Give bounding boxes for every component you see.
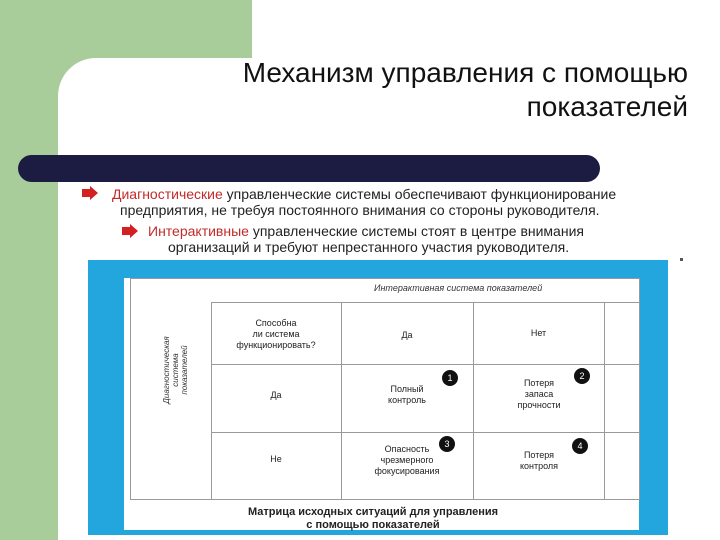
corner-line3: функционировать? <box>236 340 316 350</box>
cell-loss-control <box>491 450 587 472</box>
cell-line: Опасность <box>384 444 430 454</box>
grid-line <box>211 432 639 433</box>
bullet-accent-word: Интерактивные <box>148 223 249 239</box>
side-label-line1: Диагностическая <box>162 336 171 404</box>
cell-line: Полный <box>390 384 424 394</box>
bullet-accent-word: Диагностические <box>112 186 223 202</box>
bullet-text: управленческие системы стоят в центре внимания <box>248 223 584 239</box>
side-label-line2: система показателей <box>171 345 189 395</box>
badge-1: 1 <box>442 370 458 386</box>
diagram-inner <box>124 278 639 500</box>
row-header-yes: Да <box>270 390 282 400</box>
grid-line <box>211 364 639 365</box>
badge-2: 2 <box>574 368 590 384</box>
cell-line: фокусирования <box>374 466 440 476</box>
matrix-grid <box>211 302 639 500</box>
bullet-diagnostic <box>112 186 712 218</box>
slide-title <box>140 56 688 124</box>
col-header-no: Нет <box>530 328 547 338</box>
grid-line <box>604 302 605 500</box>
cell-line: запаса <box>524 389 554 399</box>
cell-line: Потеря <box>523 378 555 388</box>
cell-line: прочности <box>517 400 561 410</box>
cell-full-control <box>359 384 455 406</box>
title-divider-bar <box>18 155 600 182</box>
bullet-text-line2: организаций и требуют непрестанного участия руководителя. <box>168 239 570 255</box>
corner-line2: ли система <box>252 329 300 339</box>
row-header-no: Не <box>270 454 282 464</box>
badge-4: 4 <box>572 438 588 454</box>
grid-line <box>211 302 639 303</box>
cell-line: чрезмерного <box>380 455 434 465</box>
caption-line1: Матрица исходных ситуаций для управления <box>247 506 499 518</box>
side-label <box>162 330 189 410</box>
cell-line: контроль <box>388 395 426 405</box>
title-line-1: Механизм управления с помощью <box>242 57 688 88</box>
badge-3: 3 <box>439 436 455 452</box>
bullet-text-line2: предприятия, не требуя постоянного внимания со стороны руководителя. <box>120 202 600 218</box>
title-line-2: показателей <box>526 91 688 122</box>
cell-loss-margin <box>491 378 587 411</box>
corner-line1: Способна <box>255 318 297 328</box>
cell-line: Потеря <box>523 450 555 460</box>
diagram-caption <box>223 506 523 532</box>
bullet-arrow-icon <box>82 186 98 200</box>
corner-cell <box>211 318 341 351</box>
col-header-yes: Да <box>401 330 413 340</box>
bullet-interactive <box>148 223 708 255</box>
matrix-diagram <box>88 260 668 535</box>
diagram-header: Интерактивная система показателей <box>374 283 543 293</box>
bullet-arrow-icon <box>122 224 138 238</box>
cell-line: контроля <box>519 461 559 471</box>
dot-mark <box>680 258 683 261</box>
bullet-text: управленческие системы обеспечивают функционирование <box>222 186 617 202</box>
caption-line2: с помощью показателей <box>306 519 440 531</box>
